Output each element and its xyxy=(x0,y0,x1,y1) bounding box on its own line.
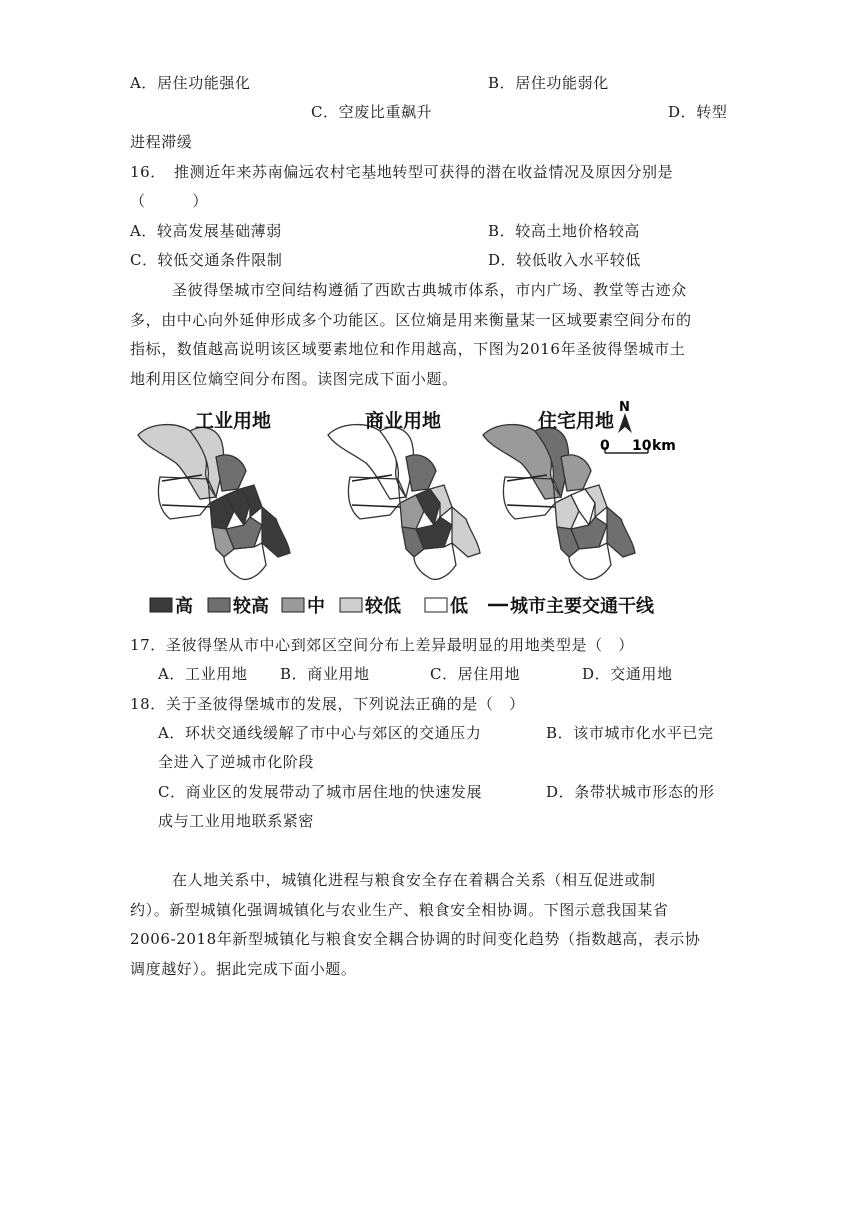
north-label: N xyxy=(619,400,630,415)
land-use-figure xyxy=(130,397,730,622)
question-18-option-d-continuation: 成与工业用地联系紧密 xyxy=(158,812,315,830)
legend xyxy=(150,595,655,617)
scale-value: 10 xyxy=(632,438,652,454)
legend-swatch-higher xyxy=(208,598,230,612)
question-17-option-a: A．工业用地 xyxy=(158,665,248,683)
question-16-option-c: C．较低交通条件限制 xyxy=(130,251,283,269)
question-16-stem: 16． 推测近年来苏南偏远农村宅基地转型可获得的潜在收益情况及原因分别是 xyxy=(130,163,674,181)
legend-swatch-high xyxy=(150,598,172,612)
question-18-option-c: C．商业区的发展带动了城市居住地的快速发展 xyxy=(158,783,483,801)
legend-label-low: 低 xyxy=(450,596,468,617)
question-16-blank: （ ） xyxy=(130,192,209,210)
question-18-option-d: D．条带状城市形态的形 xyxy=(546,783,715,801)
legend-swatch-mid xyxy=(282,598,304,612)
legend-label-mid: 中 xyxy=(307,596,325,617)
passage-2-line-4: 调度越好）。据此完成下面小题。 xyxy=(130,960,357,978)
passage-1-line-4: 地利用区位熵空间分布图。读图完成下面小题。 xyxy=(130,370,458,388)
residential-map-title: 住宅用地 xyxy=(538,410,615,432)
passage-1-line-3: 指标，数值越高说明该区域要素地位和作用越高，下图为2016年圣彼得堡城市土 xyxy=(130,340,686,358)
option-d: D．转型 xyxy=(668,103,728,121)
question-17-option-d: D．交通用地 xyxy=(582,665,673,683)
industrial-map-title: 工业用地 xyxy=(195,410,272,432)
question-18-option-a: A．环状交通线缓解了市中心与郊区的交通压力 xyxy=(158,724,482,742)
industrial-land-map xyxy=(138,425,290,580)
question-18-option-b-continuation: 全进入了逆城市化阶段 xyxy=(158,753,315,771)
question-17-stem: 17．圣彼得堡从市中心到郊区空间分布上差异最明显的用地类型是（ ） xyxy=(130,636,634,654)
passage-2-line-1: 在人地关系中，城镇化进程与粮食安全存在着耦合关系（相互促进或制 xyxy=(172,871,656,889)
question-18-stem: 18．关于圣彼得堡城市的发展，下列说法正确的是（ ） xyxy=(130,695,525,713)
legend-label-high: 高 xyxy=(175,596,193,617)
passage-1-line-2: 多，由中心向外延伸形成多个功能区。区位熵是用来衡量某一区域要素空间分布的 xyxy=(130,311,692,329)
question-17-option-c: C．居住用地 xyxy=(430,665,521,683)
question-17-option-b: B．商业用地 xyxy=(280,665,370,683)
question-16-option-a: A．较高发展基础薄弱 xyxy=(130,222,282,240)
commercial-land-map xyxy=(328,425,480,580)
option-d-continuation: 进程滞缓 xyxy=(130,133,193,151)
passage-1-line-1: 圣彼得堡城市空间结构遵循了西欧古典城市体系，市内广场、教堂等古迹众 xyxy=(172,281,687,299)
legend-label-lower: 较低 xyxy=(365,596,401,617)
land-use-maps-svg xyxy=(130,397,730,622)
passage-2-line-3: 2006-2018年新型城镇化与粮食安全耦合协调的时间变化趋势（指数越高，表示协 xyxy=(130,930,701,948)
legend-swatch-lower xyxy=(340,598,362,612)
option-b: B．居住功能弱化 xyxy=(488,74,609,92)
passage-2-line-2: 约）。新型城镇化强调城镇化与农业生产、粮食安全相协调。下图示意我国某省 xyxy=(130,901,669,919)
legend-label-higher: 较高 xyxy=(233,596,269,617)
north-arrow-icon xyxy=(618,413,632,433)
legend-swatch-low xyxy=(425,598,447,612)
question-18-option-b: B．该市城市化水平已完 xyxy=(546,724,714,742)
question-16-option-d: D．较低收入水平较低 xyxy=(488,251,642,269)
commercial-map-title: 商业用地 xyxy=(365,410,442,432)
scale-unit: km xyxy=(652,438,676,454)
scale-zero: 0 xyxy=(600,438,610,454)
legend-label-road: 城市主要交通干线 xyxy=(510,596,654,617)
option-c: C．空废比重飙升 xyxy=(311,103,433,121)
option-a: A．居住功能强化 xyxy=(130,74,251,92)
residential-land-map xyxy=(483,425,635,580)
question-16-option-b: B．较高土地价格较高 xyxy=(488,222,641,240)
